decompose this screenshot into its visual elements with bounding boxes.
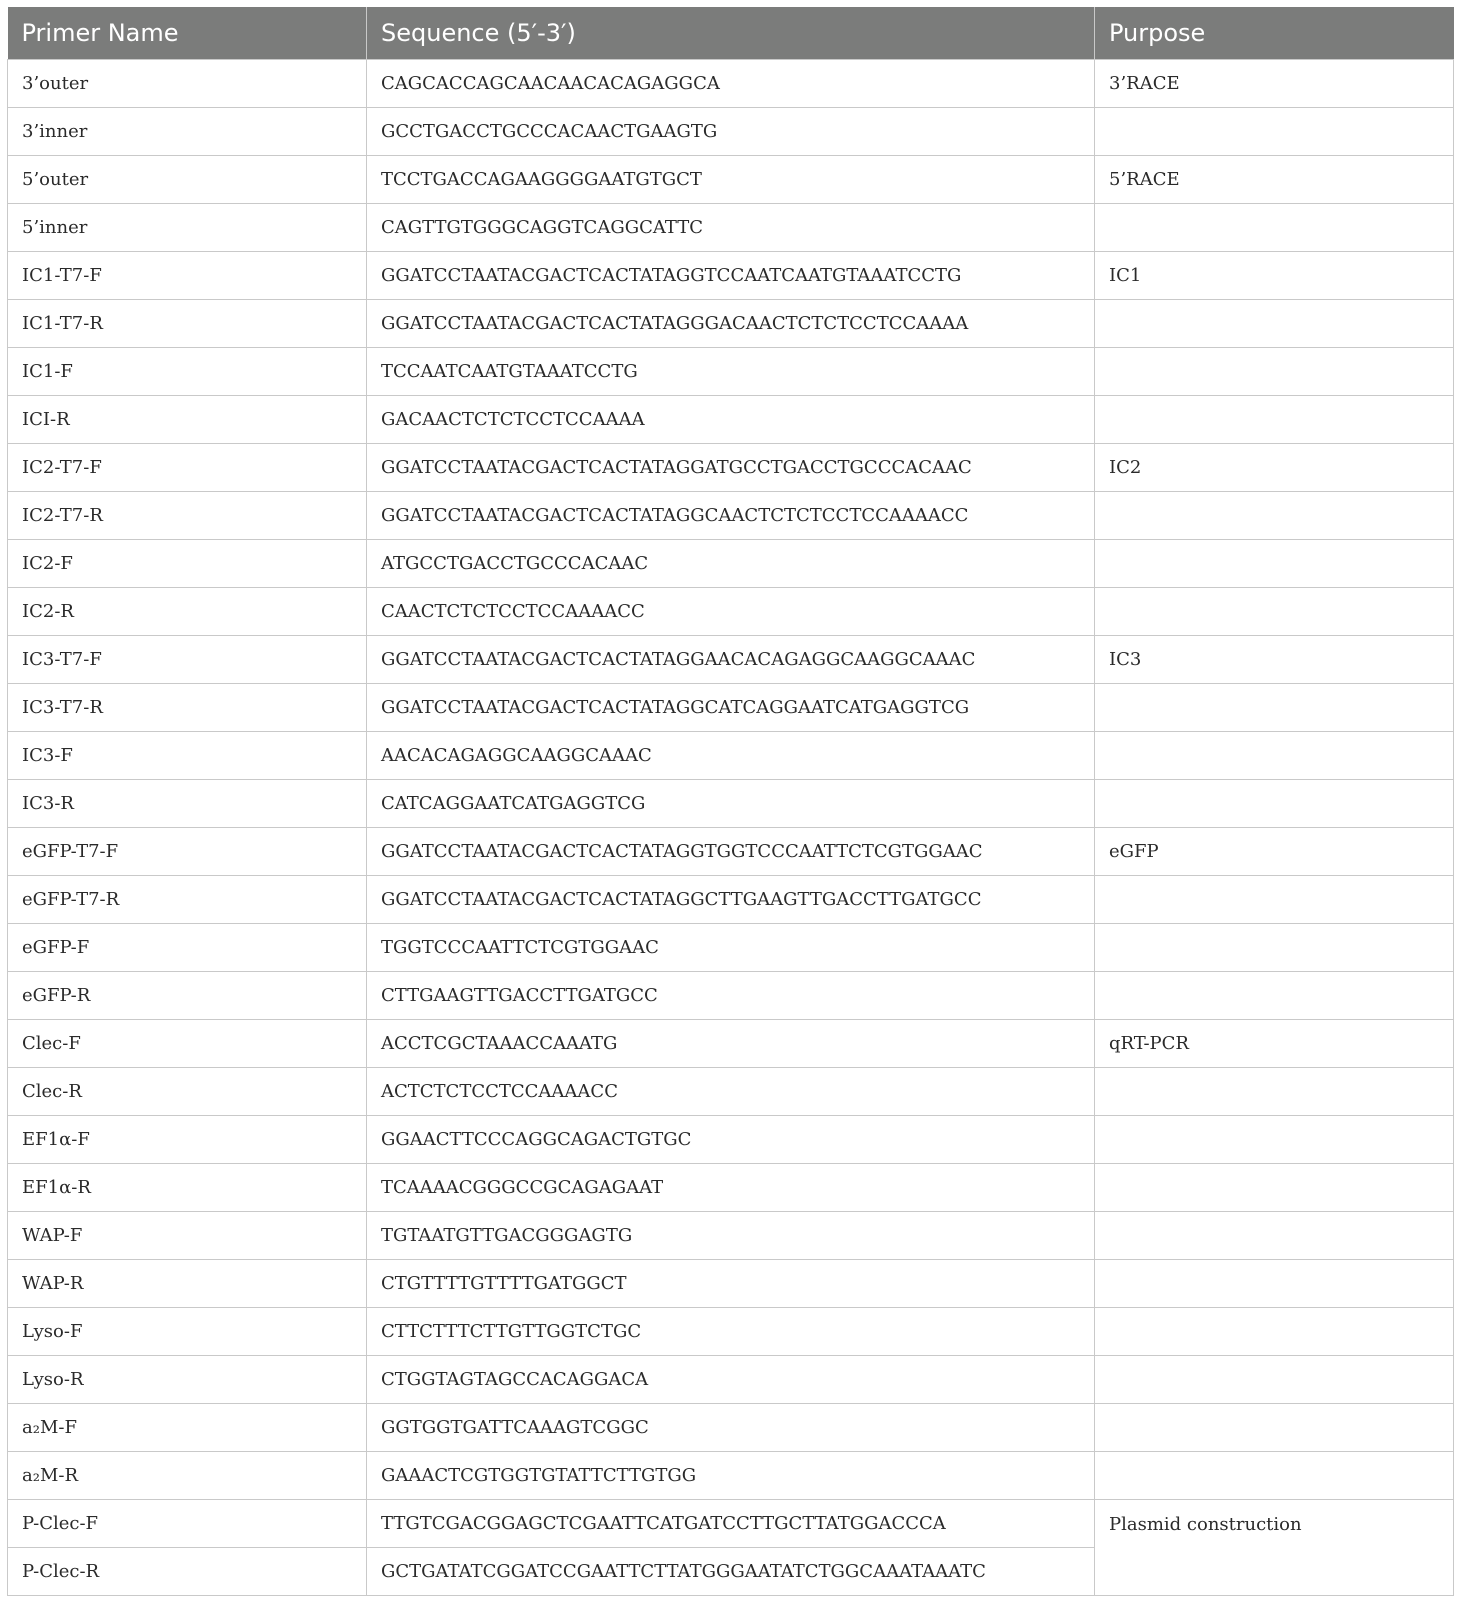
- primer-name-cell: eGFP-T7-F: [8, 828, 367, 876]
- sequence-cell: ACTCTCTCCTCCAAAACC: [367, 1068, 1095, 1116]
- primer-name-cell: 5’inner: [8, 204, 367, 252]
- primer-name-cell: Clec-R: [8, 1068, 367, 1116]
- primer-name-cell: IC2-F: [8, 540, 367, 588]
- purpose-cell: [1095, 924, 1454, 972]
- table-row: [8, 1164, 1454, 1212]
- primer-name-cell: Lyso-F: [8, 1308, 367, 1356]
- sequence-cell: TCCTGACCAGAAGGGGAATGTGCT: [367, 156, 1095, 204]
- table-row: [8, 876, 1454, 924]
- sequence-cell: GGATCCTAATACGACTCACTATAGGTCCAATCAATGTAAATCCTG: [367, 252, 1095, 300]
- sequence-cell: GGATCCTAATACGACTCACTATAGGATGCCTGACCTGCCCACAAC: [367, 444, 1095, 492]
- sequence-cell: GCTGATATCGGATCCGAATTCTTATGGGAATATCTGGCAAATAAATC: [367, 1548, 1095, 1596]
- purpose-cell: [1095, 1260, 1454, 1308]
- sequence-cell: GGATCCTAATACGACTCACTATAGGTGGTCCCAATTCTCGTGGAAC: [367, 828, 1095, 876]
- table-row: [8, 684, 1454, 732]
- table-row: [8, 972, 1454, 1020]
- primer-name-cell: 5’outer: [8, 156, 367, 204]
- sequence-cell: CAGTTGTGGGCAGGTCAGGCATTC: [367, 204, 1095, 252]
- primer-name-cell: P-Clec-F: [8, 1500, 367, 1548]
- sequence-cell: GGATCCTAATACGACTCACTATAGGCAACTCTCTCCTCCAAAACC: [367, 492, 1095, 540]
- table-row: [8, 1020, 1454, 1068]
- primer-table-container: [7, 7, 1453, 1596]
- table-row: [8, 924, 1454, 972]
- primer-name-cell: eGFP-T7-R: [8, 876, 367, 924]
- table-row: [8, 636, 1454, 684]
- purpose-cell: IC2: [1095, 444, 1454, 492]
- purpose-cell: [1095, 492, 1454, 540]
- purpose-cell: [1095, 1164, 1454, 1212]
- sequence-cell: CTGGTAGTAGCCACAGGACA: [367, 1356, 1095, 1404]
- sequence-cell: GCCTGACCTGCCCACAACTGAAGTG: [367, 108, 1095, 156]
- purpose-cell: [1095, 540, 1454, 588]
- primer-name-cell: IC3-T7-F: [8, 636, 367, 684]
- primer-name-cell: IC3-R: [8, 780, 367, 828]
- table-row: [8, 108, 1454, 156]
- table-row: [8, 492, 1454, 540]
- sequence-cell: CTGTTTTGTTTTGATGGCT: [367, 1260, 1095, 1308]
- header-sequence: Sequence (5′-3′): [367, 7, 1095, 60]
- sequence-cell: CAGCACCAGCAACAACACAGAGGCA: [367, 60, 1095, 108]
- table-row: [8, 396, 1454, 444]
- table-row: [8, 1404, 1454, 1452]
- table-row: [8, 1308, 1454, 1356]
- primer-name-cell: IC2-R: [8, 588, 367, 636]
- primer-name-cell: eGFP-R: [8, 972, 367, 1020]
- purpose-cell: [1095, 780, 1454, 828]
- sequence-cell: CATCAGGAATCATGAGGTCG: [367, 780, 1095, 828]
- purpose-cell: [1095, 876, 1454, 924]
- table-row: [8, 60, 1454, 108]
- primer-name-cell: a₂M-R: [8, 1452, 367, 1500]
- table-row: [8, 252, 1454, 300]
- sequence-cell: TCCAATCAATGTAAATCCTG: [367, 348, 1095, 396]
- table-row: [8, 156, 1454, 204]
- sequence-cell: TGTAATGTTGACGGGAGTG: [367, 1212, 1095, 1260]
- table-row: [8, 1452, 1454, 1500]
- sequence-cell: TTGTCGACGGAGCTCGAATTCATGATCCTTGCTTATGGACCCA: [367, 1500, 1095, 1548]
- purpose-cell: 5’RACE: [1095, 156, 1454, 204]
- sequence-cell: GGATCCTAATACGACTCACTATAGGAACACAGAGGCAAGGCAAAC: [367, 636, 1095, 684]
- sequence-cell: ACCTCGCTAAACCAAATG: [367, 1020, 1095, 1068]
- table-row: [8, 780, 1454, 828]
- purpose-cell: [1095, 300, 1454, 348]
- purpose-cell: qRT-PCR: [1095, 1020, 1454, 1068]
- primer-name-cell: WAP-R: [8, 1260, 367, 1308]
- purpose-cell: [1095, 204, 1454, 252]
- table-body: [8, 60, 1454, 1596]
- purpose-cell: [1095, 1212, 1454, 1260]
- purpose-cell: [1095, 1404, 1454, 1452]
- primer-name-cell: EF1α-R: [8, 1164, 367, 1212]
- table-row: [8, 1068, 1454, 1116]
- sequence-cell: ATGCCTGACCTGCCCACAAC: [367, 540, 1095, 588]
- sequence-cell: CTTGAAGTTGACCTTGATGCC: [367, 972, 1095, 1020]
- primer-name-cell: WAP-F: [8, 1212, 367, 1260]
- purpose-cell: [1095, 684, 1454, 732]
- primer-name-cell: EF1α-F: [8, 1116, 367, 1164]
- table-row: [8, 1260, 1454, 1308]
- primer-name-cell: Lyso-R: [8, 1356, 367, 1404]
- table-header: [8, 7, 1454, 60]
- primer-name-cell: IC2-T7-R: [8, 492, 367, 540]
- purpose-cell: Plasmid construction: [1095, 1500, 1454, 1596]
- sequence-cell: TGGTCCCAATTCTCGTGGAAC: [367, 924, 1095, 972]
- header-primer-name: Primer Name: [8, 7, 367, 60]
- primer-name-cell: IC1-F: [8, 348, 367, 396]
- primer-name-cell: eGFP-F: [8, 924, 367, 972]
- purpose-cell: [1095, 108, 1454, 156]
- purpose-cell: [1095, 396, 1454, 444]
- sequence-cell: GGATCCTAATACGACTCACTATAGGGACAACTCTCTCCTCCAAAA: [367, 300, 1095, 348]
- table-row: [8, 1500, 1454, 1548]
- sequence-cell: GGATCCTAATACGACTCACTATAGGCATCAGGAATCATGAGGTCG: [367, 684, 1095, 732]
- primer-name-cell: 3’outer: [8, 60, 367, 108]
- sequence-cell: GGATCCTAATACGACTCACTATAGGCTTGAAGTTGACCTTGATGCC: [367, 876, 1095, 924]
- purpose-cell: [1095, 1308, 1454, 1356]
- table-row: [8, 588, 1454, 636]
- purpose-cell: [1095, 1068, 1454, 1116]
- table-row: [8, 1212, 1454, 1260]
- primer-name-cell: ICI-R: [8, 396, 367, 444]
- sequence-cell: AACACAGAGGCAAGGCAAAC: [367, 732, 1095, 780]
- table-row: [8, 1116, 1454, 1164]
- purpose-cell: IC1: [1095, 252, 1454, 300]
- table-row: [8, 1356, 1454, 1404]
- table-row: [8, 348, 1454, 396]
- header-purpose: Purpose: [1095, 7, 1454, 60]
- primer-name-cell: Clec-F: [8, 1020, 367, 1068]
- sequence-cell: CTTCTTTCTTGTTGGTCTGC: [367, 1308, 1095, 1356]
- sequence-cell: TCAAAACGGGCCGCAGAGAAT: [367, 1164, 1095, 1212]
- purpose-cell: eGFP: [1095, 828, 1454, 876]
- table-row: [8, 732, 1454, 780]
- primer-name-cell: IC1-T7-F: [8, 252, 367, 300]
- sequence-cell: GACAACTCTCTCCTCCAAAA: [367, 396, 1095, 444]
- primer-name-cell: IC3-F: [8, 732, 367, 780]
- primer-name-cell: 3’inner: [8, 108, 367, 156]
- purpose-cell: [1095, 348, 1454, 396]
- purpose-cell: [1095, 588, 1454, 636]
- table-row: [8, 444, 1454, 492]
- sequence-cell: CAACTCTCTCCTCCAAAACC: [367, 588, 1095, 636]
- primer-name-cell: a₂M-F: [8, 1404, 367, 1452]
- purpose-cell: [1095, 1452, 1454, 1500]
- primer-name-cell: IC2-T7-F: [8, 444, 367, 492]
- purpose-cell: [1095, 732, 1454, 780]
- table-row: [8, 540, 1454, 588]
- table-row: [8, 204, 1454, 252]
- purpose-cell: [1095, 972, 1454, 1020]
- table-row: [8, 828, 1454, 876]
- sequence-cell: GGAACTTCCCAGGCAGACTGTGC: [367, 1116, 1095, 1164]
- primer-name-cell: IC1-T7-R: [8, 300, 367, 348]
- sequence-cell: GAAACTCGTGGTGTATTCTTGTGG: [367, 1452, 1095, 1500]
- sequence-cell: GGTGGTGATTCAAAGTCGGC: [367, 1404, 1095, 1452]
- purpose-cell: [1095, 1116, 1454, 1164]
- primer-name-cell: P-Clec-R: [8, 1548, 367, 1596]
- primer-table: [7, 7, 1454, 1596]
- header-row: [8, 7, 1454, 60]
- purpose-cell: [1095, 1356, 1454, 1404]
- table-row: [8, 300, 1454, 348]
- primer-name-cell: IC3-T7-R: [8, 684, 367, 732]
- purpose-cell: 3’RACE: [1095, 60, 1454, 108]
- purpose-cell: IC3: [1095, 636, 1454, 684]
